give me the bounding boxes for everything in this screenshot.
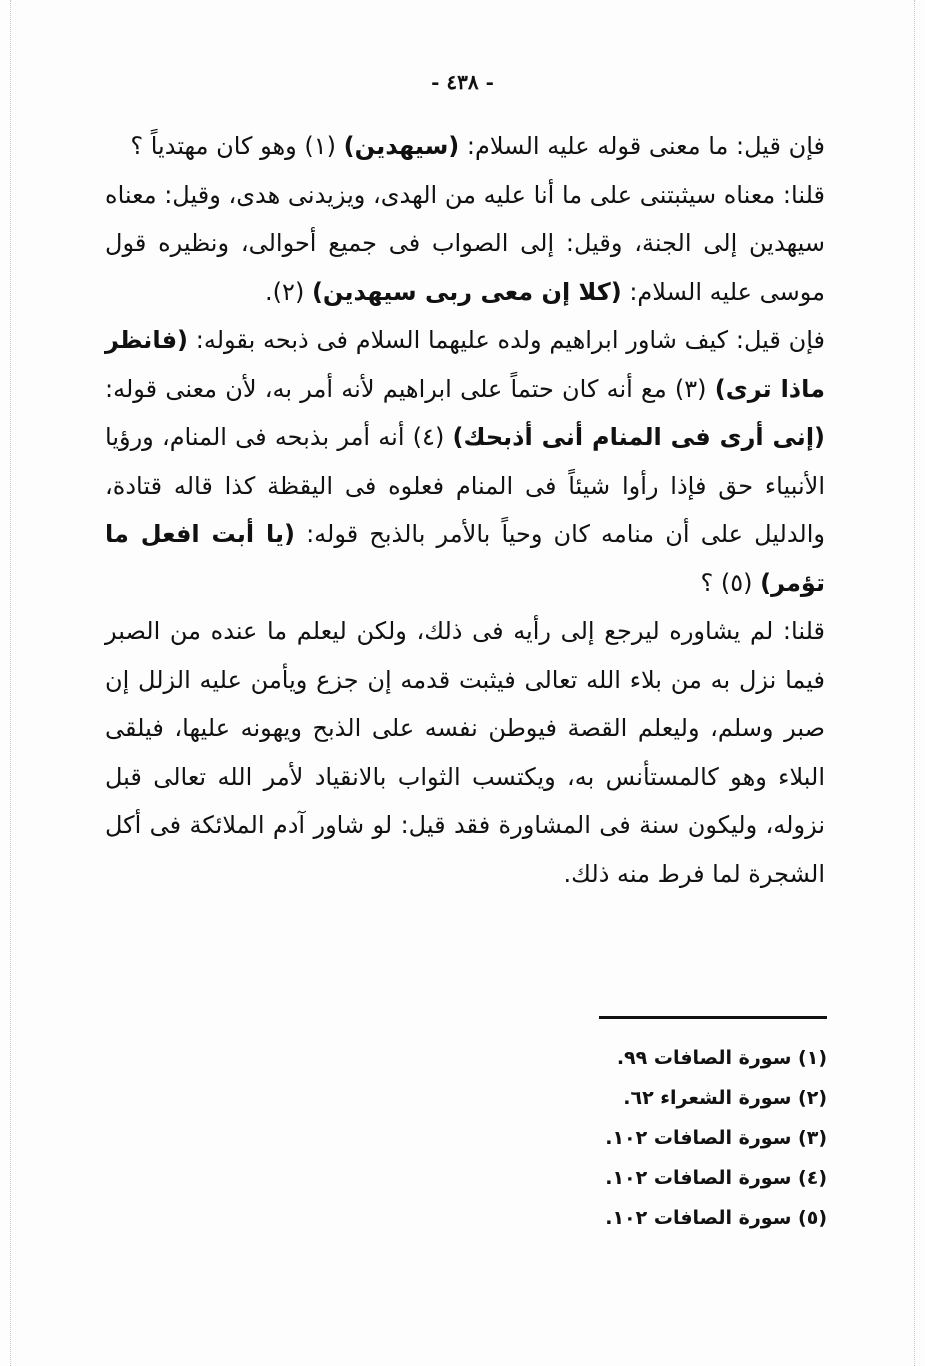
text-segment: (٤) أنه أمر بذبحه فى المنام، ورؤيا الأنبياء حق فإذا رأوا شيئاً فى المنام فعلوه فى اليقظة كذا قاله قتادة، والدليل على أن منامه كان وحياً بالأمر بالذبح قوله:: [105, 423, 825, 548]
paragraph: [105, 171, 825, 317]
footnote-4: (٤) سورة الصافات ١٠٢.: [605, 1167, 827, 1189]
quran-quote: (كلا إن معى ربى سيهدين): [311, 277, 622, 306]
page-number: - ٤٣٨ -: [431, 70, 494, 94]
paragraph: [105, 316, 825, 607]
text-segment: (٣) مع أنه كان حتماً على ابراهيم لأنه أمر به، لأن معنى قوله:: [105, 374, 715, 403]
quran-quote: (إنى أرى فى المنام أنى أذبحك): [452, 423, 826, 451]
quran-quote: (فانظر ماذا ترى): [105, 326, 825, 403]
quran-quote: (سيهدين): [343, 132, 460, 160]
text-segment: (٥) ؟: [700, 568, 761, 597]
text-segment: قلنا: معناه سيثبتنى على ما أنا عليه من الهدى، ويزيدنى هدى، وقيل: معناه سيهدين إلى الجنة، وقيل: إلى الصواب فى جميع أحوالى، ونظيره قول موسى عليه السلام:: [105, 180, 825, 306]
footnote-separator: [599, 1016, 827, 1019]
footnote-5: (٥) سورة الصافات ١٠٢.: [605, 1207, 827, 1229]
footnote-1: (١) سورة الصافات ٩٩.: [616, 1047, 827, 1069]
footnote-2: (٢) سورة الشعراء ٦٢.: [623, 1087, 827, 1109]
footnotes: [427, 1038, 827, 1238]
footnote-3: (٣) سورة الصافات ١٠٢.: [605, 1127, 827, 1149]
quran-quote: (يا أبت افعل ما تؤمر): [105, 520, 825, 597]
text-segment: (١) وهو كان مهتدياً ؟: [130, 132, 344, 160]
scan-dotted-edge-right: [912, 0, 915, 1366]
text-segment: (٢).: [265, 277, 312, 306]
text-segment: قلنا: لم يشاوره ليرجع إلى رأيه فى ذلك، ولكن ليعلم ما عنده من الصبر فيما نزل به من بلاء الله تعالى فيثبت قدمه إن جزع ويأمن عليه الزلل إن صبر وسلم، وليعلم القصة فيوطن نفسه على الذبح ويهونه عليها، فيلقى البلاء وهو كالمستأنس به، ويكتسب الثواب بالانقياد لأمر الله تعالى قبل نزوله، وليكون سنة فى المشاورة فقد قيل: لو شاور آدم الملائكة فى أكل الشجرة لما فرط منه ذلك.: [105, 617, 825, 888]
paragraph: [105, 607, 825, 898]
text-segment: فإن قيل: كيف شاور ابراهيم ولده عليهما السلام فى ذبحه بقوله:: [188, 326, 825, 354]
main-text: [105, 122, 825, 898]
scan-dotted-edge-left: [10, 0, 13, 1366]
paragraph: [105, 122, 825, 171]
text-segment: فإن قيل: ما معنى قوله عليه السلام:: [459, 132, 825, 160]
